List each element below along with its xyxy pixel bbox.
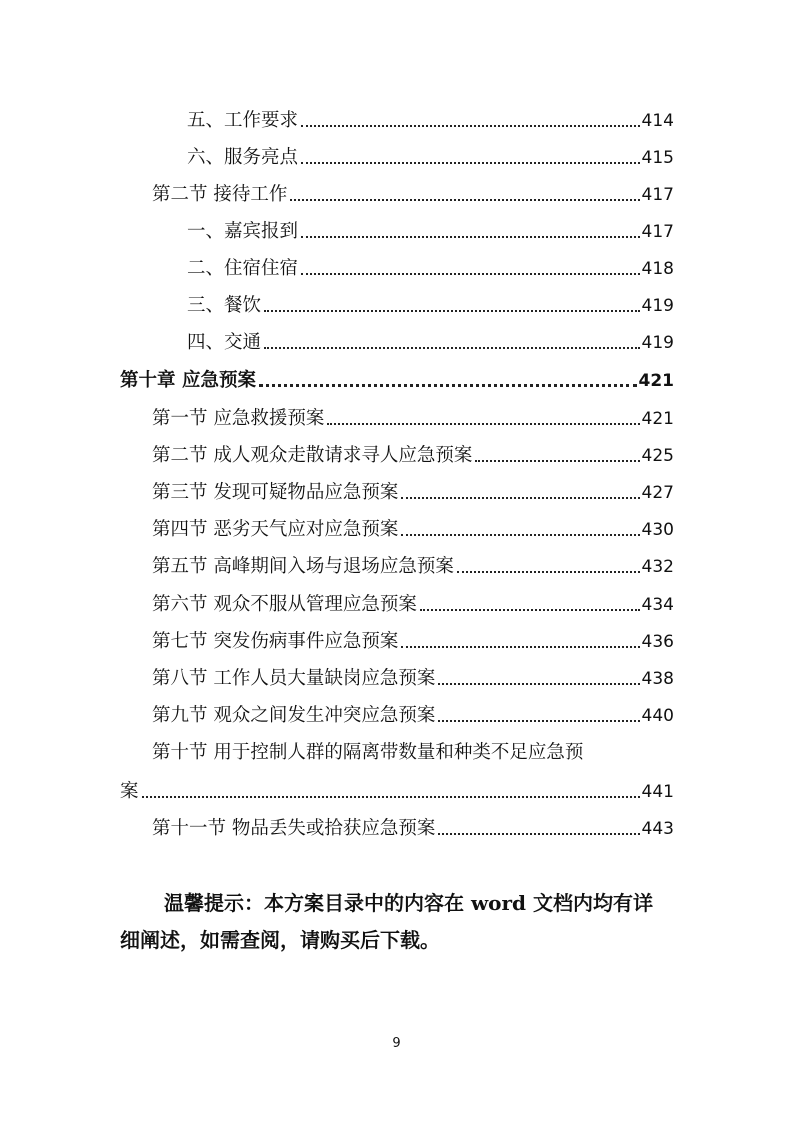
toc-entry[interactable] bbox=[187, 289, 674, 317]
toc-leader-dots bbox=[457, 571, 640, 573]
toc-entry-title: 一、嘉宾报到 bbox=[187, 221, 299, 242]
toc-entry-page: 417 bbox=[641, 185, 674, 205]
toc-leader-dots bbox=[438, 833, 639, 835]
toc-entry-title: 第三节 发现可疑物品应急预案 bbox=[152, 482, 399, 503]
toc-entry-title: 第一节 应急救援预案 bbox=[152, 408, 325, 429]
toc-leader-dots bbox=[327, 423, 639, 425]
toc-entry-title: 六、服务亮点 bbox=[187, 147, 299, 168]
toc-entry[interactable] bbox=[152, 625, 674, 653]
page-number: 9 bbox=[392, 1036, 401, 1051]
toc-leader-dots bbox=[301, 236, 640, 238]
toc-entry-title: 第八节 工作人员大量缺岗应急预案 bbox=[152, 668, 436, 689]
purchase-notice bbox=[120, 885, 680, 959]
toc-entry-page: 417 bbox=[641, 222, 674, 242]
toc-leader-dots bbox=[401, 646, 639, 648]
toc-chapter-entry[interactable] bbox=[120, 364, 674, 392]
toc-leader-dots bbox=[264, 310, 640, 312]
toc-entry-title: 三、餐饮 bbox=[187, 295, 262, 316]
toc-entry[interactable] bbox=[120, 775, 674, 803]
toc-entry-title: 四、交通 bbox=[187, 332, 262, 353]
toc-entry[interactable] bbox=[187, 215, 674, 243]
toc-entry-title: 第五节 高峰期间入场与退场应急预案 bbox=[152, 556, 454, 577]
toc-entry-page: 436 bbox=[641, 632, 674, 652]
notice-line-1: 温馨提示：本方案目录中的内容在 word 文档内均有详 bbox=[164, 891, 654, 915]
toc-entry[interactable] bbox=[152, 550, 674, 578]
toc-leader-dots bbox=[475, 460, 639, 462]
toc-entry-page: 418 bbox=[641, 259, 674, 279]
toc-entry-page: 414 bbox=[641, 111, 674, 131]
toc-entry-title-wrapped[interactable]: 第十节 用于控制人群的隔离带数量和种类不足应急预 bbox=[152, 742, 584, 763]
toc-entry-page: 434 bbox=[641, 595, 674, 615]
toc-entry[interactable] bbox=[152, 476, 674, 504]
toc-entry-title: 第十一节 物品丢失或拾获应急预案 bbox=[152, 818, 436, 839]
toc-entry[interactable] bbox=[187, 141, 674, 169]
toc-entry-page: 415 bbox=[641, 148, 674, 168]
toc-entry-page: 440 bbox=[641, 706, 674, 726]
toc-entry-title: 第七节 突发伤病事件应急预案 bbox=[152, 631, 399, 652]
toc-chapter-title: 第十章 应急预案 bbox=[120, 370, 256, 391]
toc-leader-dots bbox=[438, 720, 639, 722]
toc-entry[interactable] bbox=[152, 699, 674, 727]
toc-entry-page: 419 bbox=[641, 296, 674, 316]
toc-entry[interactable] bbox=[152, 588, 674, 616]
toc-entry[interactable] bbox=[152, 402, 674, 430]
toc-entry-page: 441 bbox=[641, 782, 674, 802]
toc-entry[interactable] bbox=[152, 439, 674, 467]
toc-entry-title: 第二节 成人观众走散请求寻人应急预案 bbox=[152, 445, 473, 466]
toc-entry[interactable] bbox=[187, 104, 674, 132]
toc-entry-page: 427 bbox=[641, 483, 674, 503]
notice-line-2: 细阐述，如需查阅，请购买后下载。 bbox=[120, 928, 440, 952]
toc-leader-dots bbox=[301, 162, 640, 164]
toc-leader-dots bbox=[264, 347, 640, 349]
toc-entry-title: 第九节 观众之间发生冲突应急预案 bbox=[152, 705, 436, 726]
toc-entry-page: 421 bbox=[641, 409, 674, 429]
toc-entry-page: 430 bbox=[641, 520, 674, 540]
toc-entry-page: 438 bbox=[641, 669, 674, 689]
toc-entry[interactable] bbox=[152, 662, 674, 690]
toc-leader-dots bbox=[301, 125, 640, 127]
toc-leader-dots bbox=[142, 796, 640, 798]
toc-entry-page: 443 bbox=[641, 819, 674, 839]
toc-leader-dots bbox=[259, 384, 637, 387]
toc-entry[interactable] bbox=[152, 513, 674, 541]
toc-entry-title: 第二节 接待工作 bbox=[152, 184, 288, 205]
toc-leader-dots bbox=[401, 534, 639, 536]
toc-entry[interactable] bbox=[187, 252, 674, 280]
toc-entry-title: 五、工作要求 bbox=[187, 110, 299, 131]
toc-entry-title: 第四节 恶劣天气应对应急预案 bbox=[152, 519, 399, 540]
toc-leader-dots bbox=[301, 273, 640, 275]
toc-entry-title: 第六节 观众不服从管理应急预案 bbox=[152, 594, 417, 615]
toc-leader-dots bbox=[438, 683, 639, 685]
toc-entry-title: 二、住宿住宿 bbox=[187, 258, 299, 279]
toc-entry-page: 419 bbox=[641, 333, 674, 353]
toc-entry-page: 425 bbox=[641, 446, 674, 466]
toc-leader-dots bbox=[401, 497, 639, 499]
toc-entry[interactable] bbox=[152, 812, 674, 840]
toc-entry-page: 432 bbox=[641, 557, 674, 577]
toc-leader-dots bbox=[420, 609, 640, 611]
toc-chapter-page: 421 bbox=[638, 371, 674, 391]
toc-leader-dots bbox=[290, 199, 639, 201]
toc-entry-title-continuation: 案 bbox=[120, 781, 139, 802]
toc-entry[interactable] bbox=[152, 178, 674, 206]
toc-entry[interactable] bbox=[187, 326, 674, 354]
